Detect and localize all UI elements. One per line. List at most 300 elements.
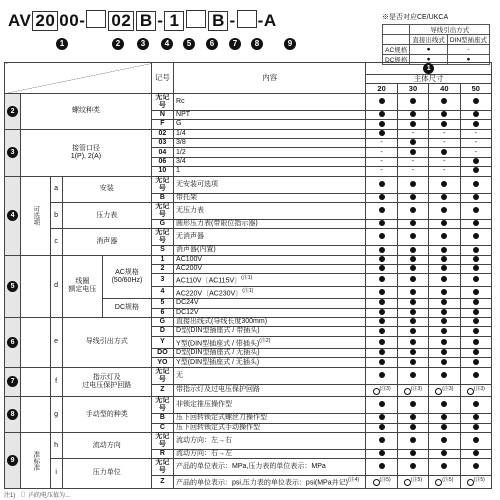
filled-dot-icon [379, 450, 385, 456]
value-cell [366, 176, 397, 193]
value-cell [460, 367, 491, 384]
dash-mark: - [443, 129, 446, 137]
value-cell [366, 202, 397, 219]
filled-dot-icon [379, 414, 385, 420]
dash-mark: - [474, 148, 477, 156]
value-cell [366, 265, 397, 274]
group-letter: e [50, 317, 62, 367]
filled-dot-icon [410, 181, 416, 187]
content-text: NPT [176, 110, 191, 118]
code-cell: 04 [151, 148, 173, 157]
content-text: 非锁定推压操作型 [176, 401, 233, 409]
filled-dot-icon [473, 318, 479, 324]
filled-dot-icon [379, 207, 385, 213]
filled-dot-icon [441, 328, 447, 334]
code-cell: DO [151, 349, 173, 358]
content-text: 无消声器 [176, 233, 205, 241]
content-cell [174, 449, 366, 458]
code-thread-box [86, 10, 106, 28]
filled-dot-icon [473, 349, 479, 355]
callout-3: 3 [137, 38, 149, 50]
content-cell [174, 336, 366, 348]
dash-mark: - [380, 148, 383, 156]
content-cell [174, 138, 366, 147]
code-sep: - [257, 11, 264, 30]
content-cell [174, 157, 366, 166]
content-cell [174, 317, 366, 326]
filled-dot-icon [410, 437, 416, 443]
dash-mark: - [380, 139, 383, 147]
footer-note: 注1) 〔〕内的电压值为… [4, 493, 72, 499]
value-cell [366, 349, 397, 358]
header-row [5, 63, 492, 75]
value-cell [460, 317, 491, 326]
callout-9: 9 [284, 38, 296, 50]
spec-table [4, 62, 492, 489]
table-row [5, 317, 492, 326]
filled-dot-icon [410, 247, 416, 253]
content-text: AC100V [176, 255, 203, 263]
callout-4: 4 [161, 38, 173, 50]
value-cell [429, 327, 460, 336]
value-cell [397, 138, 428, 147]
filled-dot-icon [410, 256, 416, 262]
value-cell [460, 414, 491, 423]
filled-dot-icon [441, 414, 447, 420]
value-cell [397, 358, 428, 367]
filled-dot-icon [379, 111, 385, 117]
filled-dot-icon [379, 424, 385, 430]
header-circle: 1 [423, 63, 434, 74]
filled-dot-icon [410, 111, 416, 117]
port-label: 接管口径 [71, 144, 100, 152]
section-name: 流动方向 [62, 432, 151, 458]
value-cell [366, 167, 397, 176]
value-cell [429, 432, 460, 449]
filled-dot-icon [441, 233, 447, 239]
content-text: D型(DIN型插座式 / 无插头) [176, 349, 260, 357]
content-text: 压下回转锁定式螺丝刀操作型 [176, 414, 268, 422]
code-cell: 无记号 [151, 432, 173, 449]
section-number [5, 129, 21, 176]
group-letter: b [50, 202, 62, 228]
table-row [5, 397, 492, 414]
content-cell [174, 110, 366, 119]
value-cell [429, 317, 460, 326]
content-cell [174, 286, 366, 298]
value-cell [366, 93, 397, 110]
filled-dot-icon [410, 424, 416, 430]
value-cell [429, 449, 460, 458]
table-row [5, 459, 492, 476]
code-cell: B [151, 193, 173, 202]
blank-cell [21, 397, 50, 433]
value-cell [429, 93, 460, 110]
code-cell: R [151, 449, 173, 458]
dash-mark: - [443, 157, 446, 165]
filled-dot-icon [441, 349, 447, 355]
code-cell: 无记号 [151, 397, 173, 414]
filled-dot-icon [379, 328, 385, 334]
content-cell [174, 255, 366, 264]
blank-cell [21, 317, 50, 367]
value-cell [429, 423, 460, 432]
value-cell [429, 274, 460, 286]
code-cell: Y [151, 336, 173, 348]
value-cell [397, 129, 428, 138]
ce-note [382, 12, 490, 65]
value-cell [429, 414, 460, 423]
open-circle-icon [467, 388, 474, 395]
value-cell [429, 397, 460, 414]
filled-dot-icon [410, 289, 416, 295]
value-cell [429, 358, 460, 367]
blank-cell [21, 255, 50, 317]
section-number [5, 432, 21, 488]
value-cell [366, 367, 397, 384]
value-cell [397, 432, 428, 449]
value-cell [429, 367, 460, 384]
section-name: 线圈 额定电压 [62, 255, 102, 317]
filled-dot-icon [441, 121, 447, 127]
value-cell [429, 299, 460, 308]
value-cell [460, 176, 491, 193]
value-cell [429, 459, 460, 476]
filled-dot-icon [473, 289, 479, 295]
content-text: G [176, 120, 182, 128]
code-cell: 无记号 [151, 229, 173, 246]
value-cell [366, 414, 397, 423]
filled-dot-icon [410, 98, 416, 104]
code-cell: G [151, 219, 173, 228]
filled-dot-icon [441, 309, 447, 315]
content-text: 产品的单位表示：MPa,压力表的单位表示：MPa [176, 463, 326, 471]
table-row [5, 367, 492, 384]
section-name: 压力表 [62, 202, 151, 228]
note-ref: (注5) [379, 477, 391, 484]
value-cell [429, 219, 460, 228]
filled-dot-icon [410, 149, 416, 155]
value-cell [429, 476, 460, 488]
filled-dot-icon [441, 207, 447, 213]
table-row [5, 432, 492, 449]
filled-dot-icon [379, 247, 385, 253]
content-text: 流动方向：右→左 [176, 450, 233, 458]
section-name: DC规格 [103, 299, 152, 318]
filled-dot-icon [441, 194, 447, 200]
value-cell [460, 219, 491, 228]
content-text: Y型(DIN型插座式 / 带插头) [176, 340, 260, 348]
filled-dot-icon [473, 299, 479, 305]
value-cell [397, 176, 428, 193]
note-ref: (注1) [242, 287, 254, 294]
options-label: 可选项 [21, 176, 50, 255]
value-cell [397, 120, 428, 129]
content-text: 带托架 [176, 193, 198, 201]
filled-dot-icon [410, 309, 416, 315]
filled-dot-icon [379, 194, 385, 200]
filled-dot-icon [441, 111, 447, 117]
value-cell [366, 317, 397, 326]
filled-dot-icon [473, 359, 479, 365]
filled-dot-icon [410, 450, 416, 456]
header-size: 40 [429, 84, 460, 93]
value-cell [460, 336, 491, 348]
content-cell [174, 274, 366, 286]
section-number-icon: 2 [7, 106, 18, 117]
code-cell: N [151, 110, 173, 119]
filled-dot-icon [410, 220, 416, 226]
group-letter: c [50, 229, 62, 255]
value-cell [429, 148, 460, 157]
filled-dot-icon [410, 139, 416, 145]
section-number-icon: 6 [7, 337, 18, 348]
section-number-icon: 9 [7, 455, 18, 466]
group-letter: d [50, 255, 62, 317]
note-ref: (注1) [241, 275, 253, 282]
content-text: 1/2 [176, 148, 186, 156]
value-cell [460, 148, 491, 157]
filled-dot-icon [441, 450, 447, 456]
value-cell [397, 219, 428, 228]
filled-dot-icon [441, 437, 447, 443]
value-cell [366, 129, 397, 138]
value-cell [460, 423, 491, 432]
code-cell: 无记号 [151, 176, 173, 193]
value-cell [397, 255, 428, 264]
filled-dot-icon [410, 359, 416, 365]
group-letter: f [50, 367, 62, 396]
value-cell [397, 110, 428, 119]
value-cell [429, 255, 460, 264]
filled-dot-icon [441, 265, 447, 271]
value-cell [460, 449, 491, 458]
open-circle-icon [467, 479, 474, 486]
value-cell [397, 274, 428, 286]
filled-dot-icon [379, 98, 385, 104]
filled-dot-icon [473, 414, 479, 420]
code-cell: 5 [151, 299, 173, 308]
filled-dot-icon [473, 372, 479, 378]
filled-dot-icon [410, 328, 416, 334]
value-cell [460, 157, 491, 166]
content-cell [174, 432, 366, 449]
value-cell [397, 367, 428, 384]
value-cell [460, 265, 491, 274]
filled-dot-icon [379, 372, 385, 378]
dash-mark: - [411, 157, 415, 165]
value-cell [366, 274, 397, 286]
filled-dot-icon [410, 372, 416, 378]
section-number-icon: 4 [7, 210, 18, 221]
filled-dot-icon [441, 289, 447, 295]
value-cell [397, 476, 428, 488]
filled-dot-icon [410, 401, 416, 407]
value-cell [429, 349, 460, 358]
content-text: AC110V〔AC115V〕 [176, 277, 242, 285]
section-number [5, 93, 21, 129]
blank-cell [21, 367, 50, 396]
content-cell [174, 176, 366, 193]
filled-dot-icon [441, 220, 447, 226]
value-cell [366, 358, 397, 367]
section-number [5, 255, 21, 317]
filled-dot-icon [441, 359, 447, 365]
content-text: D型(DIN型插座式 / 带插头) [176, 327, 260, 335]
filled-dot-icon [379, 289, 385, 295]
value-cell [366, 229, 397, 246]
content-cell [174, 384, 366, 396]
filled-dot-icon [441, 276, 447, 282]
value-cell [460, 129, 491, 138]
content-text: 流动方向：左→右 [176, 436, 233, 444]
value-cell [397, 414, 428, 423]
content-text: 1 [176, 167, 180, 175]
code-cell: 03 [151, 138, 173, 147]
value-cell [366, 459, 397, 476]
filled-dot-icon [379, 256, 385, 262]
table-row [5, 129, 492, 138]
value-cell [397, 449, 428, 458]
filled-dot-icon [473, 276, 479, 282]
code-cell: 无记号 [151, 202, 173, 219]
value-cell [397, 459, 428, 476]
port-sub: 1(P), 2(A) [70, 152, 102, 160]
value-cell [429, 308, 460, 317]
filled-dot-icon [441, 181, 447, 187]
filled-dot-icon [473, 247, 479, 253]
header-symbol: 记号 [151, 63, 173, 94]
content-cell [174, 358, 366, 367]
filled-dot-icon [379, 130, 385, 136]
filled-dot-icon [473, 158, 479, 164]
value-cell [460, 432, 491, 449]
section-name: 压力单位 [62, 459, 151, 488]
callout-1: 1 [56, 38, 68, 50]
section-name: 导线引出方式 [62, 317, 151, 367]
value-cell [429, 286, 460, 298]
content-cell [174, 476, 366, 488]
dash-mark: - [380, 167, 383, 175]
filled-dot-icon [410, 207, 416, 213]
group-letter: i [50, 459, 62, 488]
value-cell [429, 129, 460, 138]
value-cell [366, 327, 397, 336]
callout-5: 5 [183, 38, 195, 50]
value-cell [366, 219, 397, 228]
section-name: 指示灯及 过电压保护回路 [62, 367, 151, 396]
open-circle-icon [373, 388, 380, 395]
code-cell: 6 [151, 308, 173, 317]
code-cell: F [151, 120, 173, 129]
filled-dot-icon [441, 424, 447, 430]
code-cell: 无记号 [151, 459, 173, 476]
content-text: 3/8 [176, 139, 186, 147]
value-cell [429, 229, 460, 246]
content-text: 直接出线式(导线长度300mm) [176, 318, 268, 326]
note-ref: (注5) [442, 477, 454, 484]
filled-dot-icon [473, 309, 479, 315]
section-name: 安装 [62, 176, 151, 202]
code-cell: B [151, 414, 173, 423]
value-cell [366, 476, 397, 488]
content-cell [174, 459, 366, 476]
filled-dot-icon [379, 339, 385, 345]
filled-dot-icon [473, 181, 479, 187]
value-cell [397, 193, 428, 202]
value-cell [460, 193, 491, 202]
code-cell: 06 [151, 157, 173, 166]
content-cell [174, 193, 366, 202]
value-cell [429, 193, 460, 202]
filled-dot-icon [441, 372, 447, 378]
value-cell [460, 255, 491, 264]
value-cell [460, 93, 491, 110]
filled-dot-icon [379, 463, 385, 469]
content-text: 带指示灯及过电压保护回路 [176, 386, 261, 394]
value-cell [429, 120, 460, 129]
content-text: 产品的单位表示：psi,压力表的单位表示：psi(MPa并记) [176, 479, 348, 487]
filled-dot-icon [379, 121, 385, 127]
value-cell [460, 308, 491, 317]
header-content: 内容 [174, 63, 366, 94]
ce-note-table: 导线引出方式 直接出线式 DIN型插座式 AC规格 ● - DC规格 ● ● [382, 24, 490, 65]
value-cell [397, 167, 428, 176]
section-name [21, 129, 152, 176]
dash-mark: - [443, 167, 446, 175]
filled-dot-icon [473, 111, 479, 117]
ce-note-title: ※是否对应CE/UKCA [382, 14, 449, 21]
callout-7: 7 [229, 38, 241, 50]
content-cell [174, 219, 366, 228]
value-cell [397, 299, 428, 308]
value-cell [366, 449, 397, 458]
content-text: Rc [176, 97, 185, 105]
filled-dot-icon [410, 318, 416, 324]
value-cell [429, 176, 460, 193]
value-cell [366, 286, 397, 298]
filled-dot-icon [473, 233, 479, 239]
value-cell [460, 246, 491, 255]
filled-dot-icon [410, 194, 416, 200]
section-number-icon: 8 [7, 409, 18, 420]
content-cell [174, 414, 366, 423]
value-cell [366, 336, 397, 348]
filled-dot-icon [379, 276, 385, 282]
content-cell [174, 120, 366, 129]
filled-dot-icon [379, 318, 385, 324]
value-cell [397, 246, 428, 255]
filled-dot-icon [379, 220, 385, 226]
filled-dot-icon [441, 247, 447, 253]
value-cell [460, 476, 491, 488]
filled-dot-icon [473, 401, 479, 407]
filled-dot-icon [473, 220, 479, 226]
filled-dot-icon [410, 276, 416, 282]
code-sep: - [229, 11, 236, 30]
filled-dot-icon [473, 167, 479, 173]
section-number [5, 397, 21, 433]
dash-mark: - [411, 167, 415, 175]
section-number [5, 176, 21, 255]
code-cell: YO [151, 358, 173, 367]
content-cell [174, 265, 366, 274]
code-zero: 00 [59, 11, 80, 30]
dash-mark: - [443, 139, 446, 147]
dash-mark: - [474, 129, 477, 137]
code-cell: 3 [151, 274, 173, 286]
filled-dot-icon [441, 299, 447, 305]
